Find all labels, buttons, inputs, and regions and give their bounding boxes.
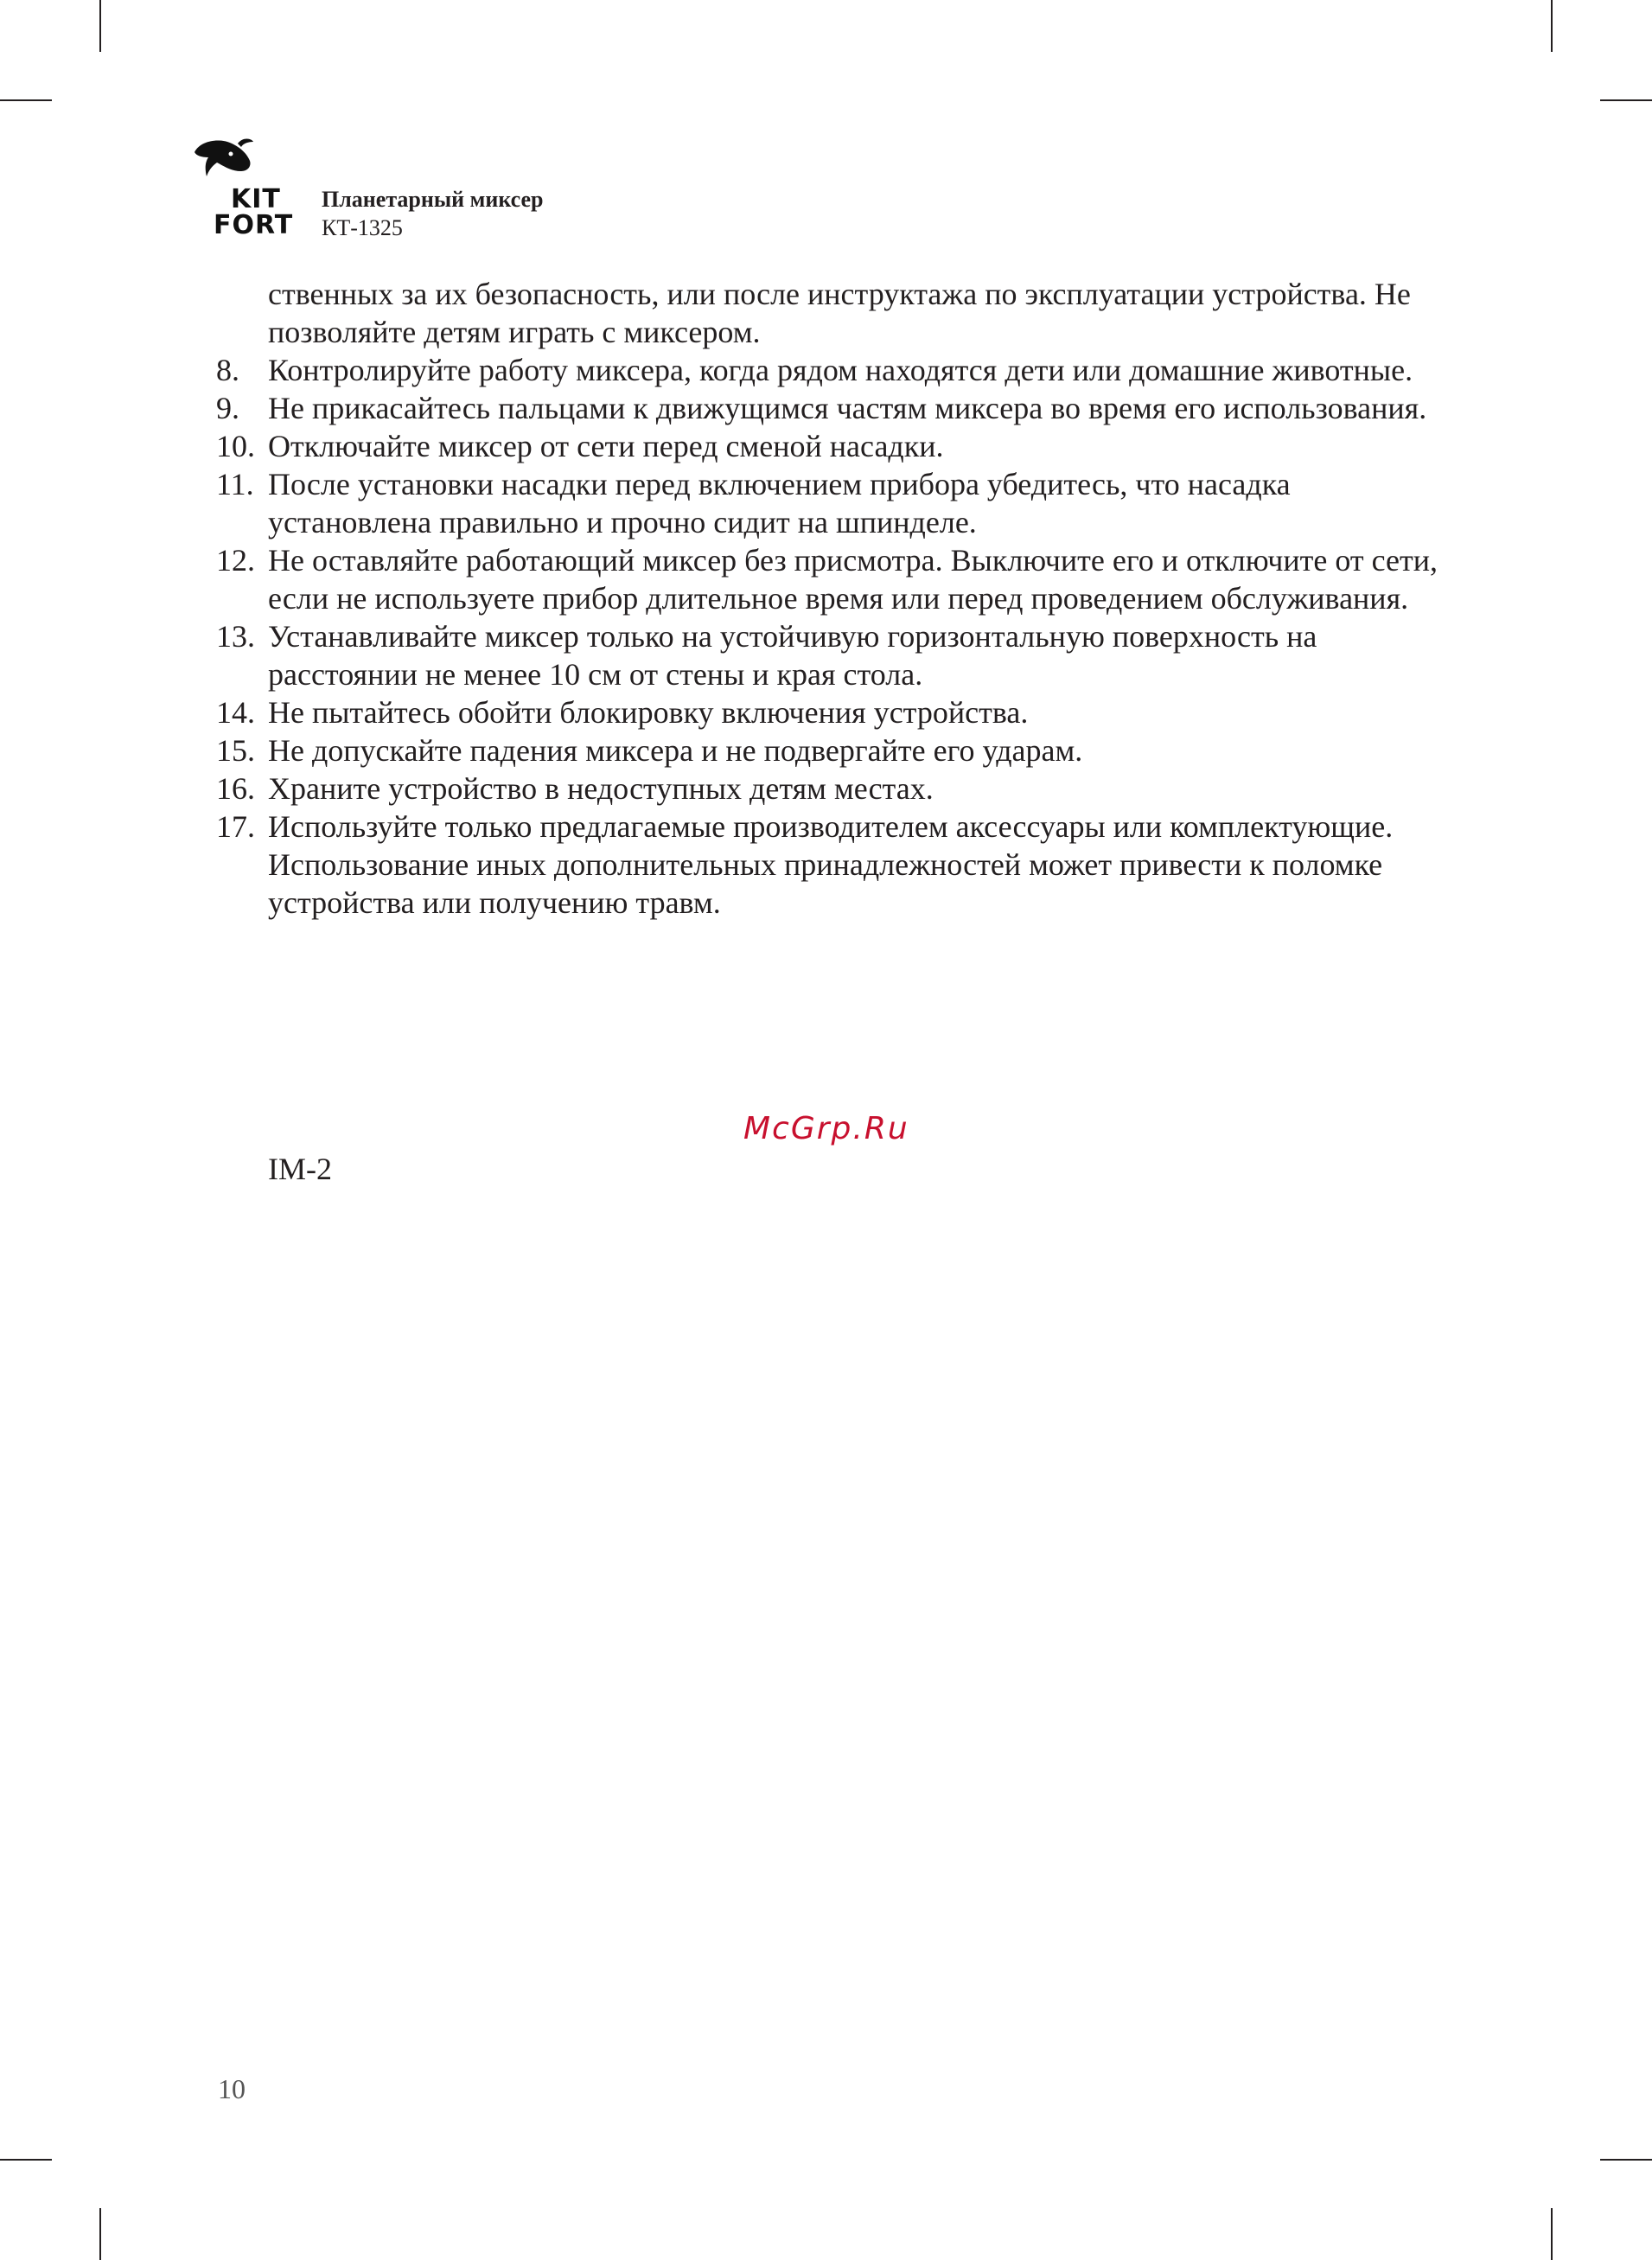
list-item (216, 541, 1461, 617)
instructions-body (216, 275, 1461, 922)
list-item (216, 351, 1461, 389)
crop-mark (0, 99, 52, 101)
list-item-number: 16. (216, 771, 255, 806)
list-item (216, 389, 1461, 427)
crop-mark (1600, 99, 1652, 101)
safety-list (216, 351, 1461, 922)
list-item (216, 693, 1461, 731)
list-item-number: 15. (216, 733, 255, 768)
list-item-text: Не пытайтесь обойти блокировку включения устройства. (268, 695, 1029, 730)
brand-logo (186, 137, 298, 245)
page-header (322, 185, 544, 242)
list-item (216, 465, 1461, 541)
list-item-number: 17. (216, 809, 255, 844)
list-item-text: Храните устройство в недоступных детям местах. (268, 771, 934, 806)
list-item-number: 9. (216, 391, 239, 425)
list-item-number: 8. (216, 353, 239, 387)
brand-name-line2: FORT (214, 210, 294, 240)
list-item-text: Не оставляйте работающий миксер без присмотра. Выключите его и отключите от сети, если не используете прибор длительное время или перед проведением обслуживания. (268, 543, 1438, 616)
product-title: Планетарный миксер (322, 187, 544, 212)
crop-mark (1600, 2159, 1652, 2161)
list-item-text: Отключайте миксер от сети перед сменой насадки. (268, 429, 944, 463)
list-item-text: Не прикасайтесь пальцами к движущимся частям миксера во время его использования. (268, 391, 1427, 425)
page-number: 10 (218, 2073, 246, 2104)
list-item-number: 13. (216, 619, 255, 654)
list-item-text: После установки насадки перед включением прибора убедитесь, что насадка установлена правильно и прочно сидит на шпинделе. (268, 467, 1291, 539)
whale-logo-icon (189, 137, 258, 188)
crop-mark (1551, 0, 1553, 52)
list-item (216, 617, 1461, 693)
list-item-text: Устанавливайте миксер только на устойчивую горизонтальную поверхность на расстоянии не менее 10 см от стены и края стола. (268, 619, 1317, 692)
list-item-text: Используйте только предлагаемые производителем аксессуары или комплектующие. Использование иных дополнительных принадлежностей может привести к поломке устройства или получению травм. (268, 809, 1394, 920)
list-item (216, 427, 1461, 465)
list-item-text: Контролируйте работу миксера, когда рядом находятся дети или домашние животные. (268, 353, 1413, 387)
list-item-text: Не допускайте падения миксера и не подвергайте его ударам. (268, 733, 1083, 768)
list-item-number: 11. (216, 467, 254, 501)
product-model: КТ-1325 (322, 215, 403, 240)
watermark: McGrp.Ru (743, 1111, 909, 1146)
brand-name-line1: KIT (231, 184, 281, 214)
continuation-paragraph: ственных за их безопасность, или после инструктажа по эксплуатации устройства. Не позволяйте детям играть с миксером. (268, 277, 1411, 349)
list-item (216, 808, 1461, 922)
list-item-number: 14. (216, 695, 255, 730)
document-code: IM-2 (268, 1152, 332, 1186)
crop-mark (99, 0, 101, 52)
crop-mark (1551, 2208, 1553, 2260)
list-item-number: 12. (216, 543, 255, 578)
list-item (216, 731, 1461, 769)
list-item (216, 769, 1461, 808)
crop-mark (99, 2208, 101, 2260)
list-item-number: 10. (216, 429, 255, 463)
crop-mark (0, 2159, 52, 2161)
